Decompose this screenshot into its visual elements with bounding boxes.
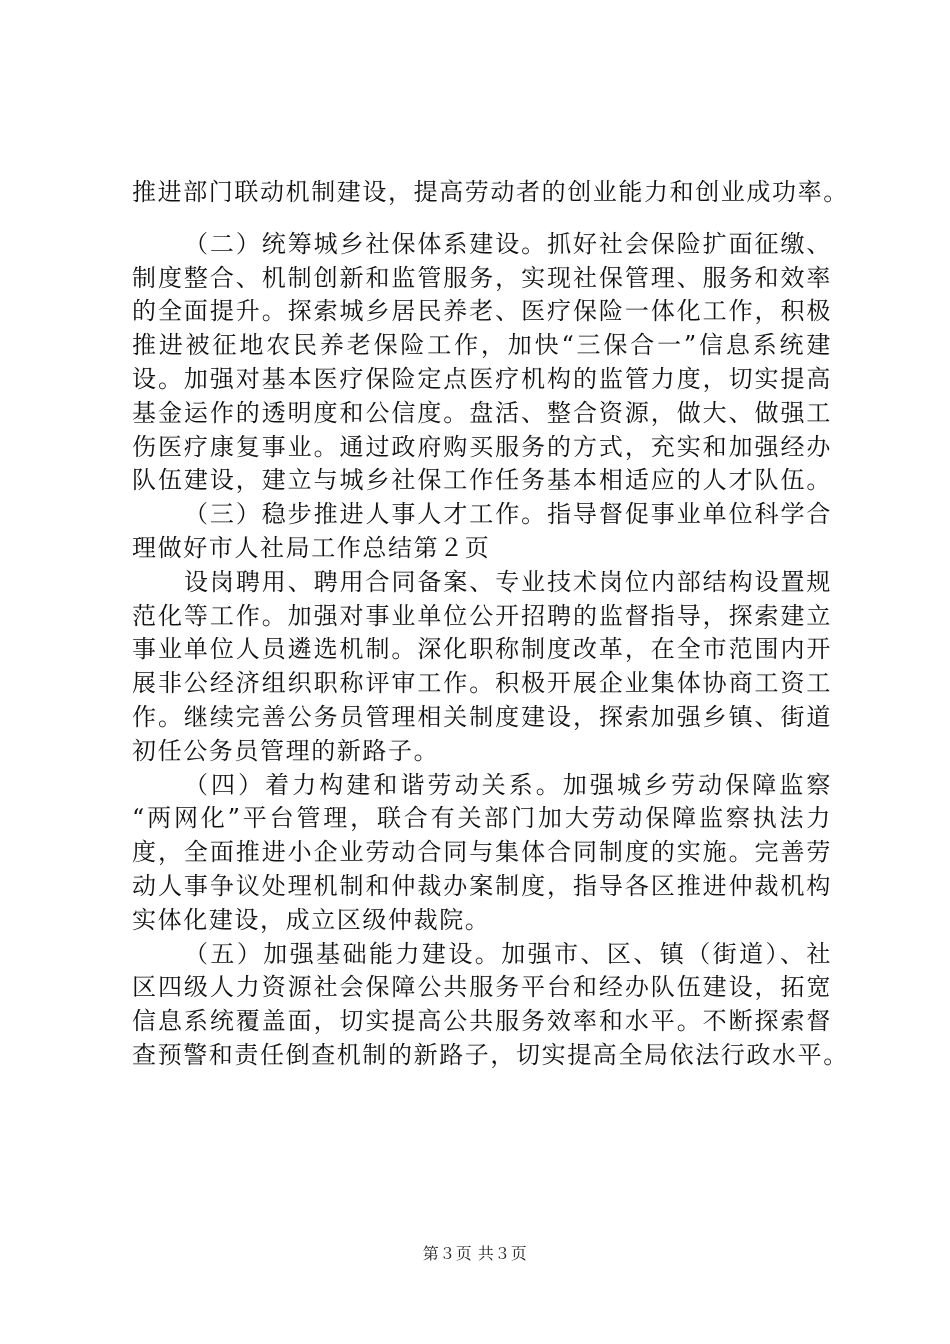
text-line: 区四级人力资源社会保障公共服务平台和经办队伍建设，拓宽 [132, 973, 832, 1002]
text-line: 设岗聘用、聘用合同备案、专业技术岗位内部结构设置规 [184, 567, 832, 596]
text-line: 初任公务员管理的新路子。 [132, 736, 440, 765]
text-line: 信息系统覆盖面，切实提高公共服务效率和水平。不断探索督 [132, 1007, 832, 1036]
text-line: “两网化”平台管理，联合有关部门加大劳动保障监察执法力 [132, 804, 832, 833]
paragraph-social-security [132, 228, 832, 498]
paragraph-post-employment [132, 566, 832, 769]
paragraph-continuation [132, 176, 849, 210]
text-line: 设。加强对基本医疗保险定点医疗机构的监管力度，切实提高 [132, 364, 832, 393]
text-line: 度，全面推进小企业劳动合同与集体合同制度的实施。完善劳 [132, 838, 832, 867]
text-line: （四）着力构建和谐劳动关系。加强城乡劳动保障监察 [184, 770, 832, 799]
text-line: 基金运作的透明度和公信度。盘活、整合资源，做大、做强工 [132, 398, 832, 427]
text-line: 伤医疗康复事业。通过政府购买服务的方式，充实和加强经办 [132, 432, 832, 461]
paragraph-labor-relations [132, 769, 832, 938]
text-line: （二）统筹城乡社保体系建设。抓好社会保险扩面征缴、 [184, 229, 832, 258]
paragraph-personnel-work [132, 498, 832, 566]
text-line: （三）稳步推进人事人才工作。指导督促事业单位科学合 [184, 500, 832, 529]
text-line: 理做好市人社局工作总结第２页 [132, 533, 491, 562]
text-line: 展非公经济组织职称评审工作。积极开展企业集体协商工资工 [132, 669, 832, 698]
text-line: 推进部门联动机制建设，提高劳动者的创业能力和创业成功率。 [132, 178, 849, 206]
document-body [132, 176, 849, 1073]
page-number-footer: 第３页 共３页 [422, 1244, 528, 1263]
text-line: 实体化建设，成立区级仲裁院。 [132, 905, 491, 934]
text-line: 队伍建设，建立与城乡社保工作任务基本相适应的人才队伍。 [132, 466, 832, 495]
text-line: 查预警和责任倒查机制的新路子，切实提高全局依法行政水平。 [132, 1040, 849, 1069]
text-line: 事业单位人员遴选机制。深化职称制度改革，在全市范围内开 [132, 635, 832, 664]
text-line: 推进被征地农民养老保险工作，加快“三保合一”信息系统建 [132, 331, 832, 360]
paragraph-capacity-building [132, 938, 849, 1073]
text-line: 的全面提升。探索城乡居民养老、医疗保险一体化工作，积极 [132, 297, 832, 326]
text-line: 范化等工作。加强对事业单位公开招聘的监督指导，探索建立 [132, 601, 832, 630]
text-line: 制度整合、机制创新和监管服务，实现社保管理、服务和效率 [132, 263, 832, 292]
text-line: 动人事争议处理机制和仲裁办案制度，指导各区推进仲裁机构 [132, 871, 832, 900]
text-line: 作。继续完善公务员管理相关制度建设，探索加强乡镇、街道 [132, 702, 832, 731]
text-line: （五）加强基础能力建设。加强市、区、镇（街道）、社 [184, 939, 832, 968]
